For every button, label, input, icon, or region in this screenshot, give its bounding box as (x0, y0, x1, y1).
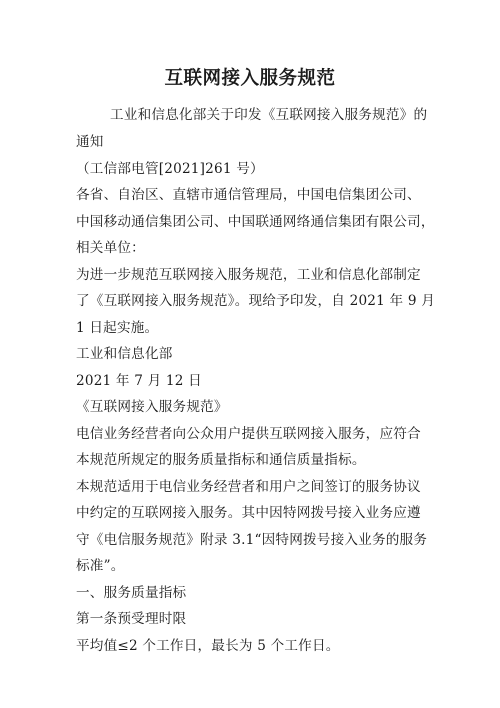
notice-heading-line-1: 工业和信息化部关于印发《互联网接入服务规范》的 (110, 107, 428, 123)
spec-body-line-3: 本规范适用于电信业务经营者和用户之间签订的服务协议 (76, 479, 421, 495)
article-body: 平均值≤2 个工作日，最长为 5 个工作日。 (76, 638, 340, 654)
spec-body-line-4: 中约定的互联网接入服务。其中因特网拨号接入业务应遵 (76, 505, 421, 521)
issuer-name: 工业和信息化部 (76, 346, 173, 362)
spec-body-line-1: 电信业务经营者向公众用户提供互联网接入服务，应符合 (76, 426, 421, 442)
recipients-line-1: 各省、自治区、直辖市通信管理局，中国电信集团公司、 (76, 187, 421, 203)
recipients-line-3: 相关单位： (76, 240, 145, 256)
notice-heading-line-2: 通知 (76, 134, 104, 150)
issue-date: 2021 年 7 月 12 日 (76, 373, 202, 389)
notice-body-line-2: 了《互联网接入服务规范》。现给予印发，自 2021 年 9 月 (76, 293, 435, 309)
document-title: 互联网接入服务规范 (164, 68, 336, 89)
section-heading: 一、服务质量指标 (76, 585, 187, 601)
spec-title: 《互联网接入服务规范》 (76, 399, 228, 415)
document-number: （工信部电管[2021]261 号） (76, 161, 264, 177)
spec-body-line-2: 本规范所规定的服务质量指标和通信质量指标。 (76, 452, 366, 468)
article-heading: 第一条预受理时限 (76, 611, 187, 627)
recipients-line-2: 中国移动通信集团公司、中国联通网络通信集团有限公司， (76, 214, 435, 230)
notice-body-line-1: 为进一步规范互联网接入服务规范，工业和信息化部制定 (76, 267, 421, 283)
spec-body-line-6: 标准”。 (76, 558, 125, 574)
spec-body-line-5: 守《电信服务规范》附录 3.1“因特网拨号接入业务的服务 (76, 532, 428, 548)
notice-body-line-3: 1 日起实施。 (76, 320, 159, 336)
